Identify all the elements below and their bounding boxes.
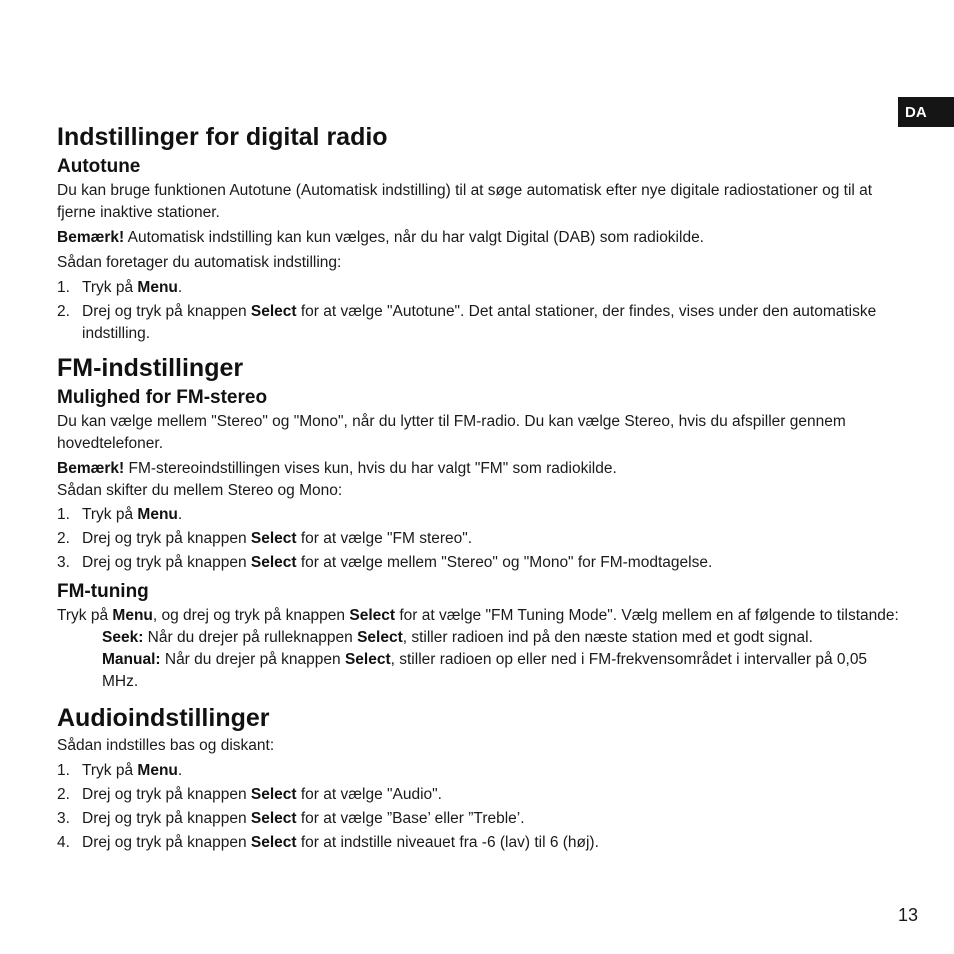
step-text: for at vælge ”Base’ eller ”Treble’. [296,810,525,827]
step-text: for at indstille niveauet fra -6 (lav) til 6 (høj). [296,834,599,851]
list-item [57,832,902,854]
step-number: 1. [57,279,70,296]
step-text: Drej og tryk på knappen [82,834,251,851]
list-item [57,552,902,574]
step-text: Drej og tryk på knappen [82,303,251,320]
step-text: Tryk på [82,279,138,296]
note-label: Bemærk! [57,229,125,246]
text: Når du drejer på rulleknappen [143,629,358,646]
step-text: for at vælge "Audio". [296,786,442,803]
fm-stereo-intro: Sådan skifter du mellem Stereo og Mono: [57,482,343,499]
page-number: 13 [898,905,919,925]
note-label: Bemærk! [57,460,125,477]
keyword: Select [344,651,391,668]
autotune-intro: Sådan foretager du automatisk indstilling: [57,254,342,271]
keyword: Select [349,607,396,624]
audio-intro: Sådan indstilles bas og diskant: [57,737,275,754]
fm-stereo-description: Du kan vælge mellem "Stereo" og "Mono", når du lytter til FM-radio. Du kan vælge Stereo, hvis du afspiller gennem hovedtelefoner. [57,413,846,452]
step-number: 1. [57,762,70,779]
section-title-fm: FM-indstillinger [57,354,244,382]
step-text: for at vælge mellem "Stereo" og "Mono" for FM-modtagelse. [296,554,713,571]
text: for at vælge "FM Tuning Mode". Vælg mellem en af følgende to tilstande: [395,607,899,624]
step-text: for at vælge "Autotune". Det antal stationer, der findes, vises under den automatiske indstilling. [82,303,877,342]
language-tab [898,97,954,127]
step-text: Drej og tryk på knappen [82,786,251,803]
step-number: 2. [57,530,70,547]
step-keyword: Menu [137,762,178,779]
autotune-description: Du kan bruge funktionen Autotune (Automatisk indstilling) til at søge automatisk efter nye digitale radiostationer og til at fjerne inaktive stationer. [57,182,873,221]
step-keyword: Select [250,834,297,851]
section-title-audio: Audioindstillinger [57,704,270,732]
step-number: 2. [57,303,70,320]
subsection-title-fm-tuning: FM-tuning [57,581,149,602]
note-text: FM-stereoindstillingen vises kun, hvis du har valgt "FM" som radiokilde. [124,460,617,477]
step-text: . [177,279,183,296]
fm-tuning-manual [57,649,902,693]
step-text: . [177,762,183,779]
step-text: Drej og tryk på knappen [82,554,251,571]
step-number: 3. [57,810,70,827]
step-keyword: Menu [137,506,178,523]
text: , stiller radioen ind på den næste station med et godt signal. [402,629,813,646]
fm-tuning-description [57,605,902,627]
list-item [57,784,902,806]
step-text: Drej og tryk på knappen [82,530,251,547]
list-item [57,528,902,550]
list-item [57,301,902,345]
step-keyword: Select [250,530,297,547]
step-keyword: Select [250,810,297,827]
text: Når du drejer på knappen [160,651,345,668]
fm-stereo-note [57,458,902,480]
autotune-steps [57,277,902,345]
list-item [57,277,902,299]
subsection-title-autotune: Autotune [57,156,141,177]
step-keyword: Select [250,303,297,320]
step-text: Drej og tryk på knappen [82,810,251,827]
fm-tuning-seek [57,627,902,649]
language-tab-label: DA [905,103,927,121]
step-number: 1. [57,506,70,523]
step-keyword: Select [250,786,297,803]
list-item [57,504,902,526]
subsection-title-fm-stereo: Mulighed for FM-stereo [57,387,268,408]
step-number: 2. [57,786,70,803]
text: , og drej og tryk på knappen [152,607,350,624]
step-text: for at vælge "FM stereo". [296,530,473,547]
mode-label-manual: Manual: [102,651,161,668]
page-content [57,118,902,854]
step-number: 3. [57,554,70,571]
step-keyword: Menu [137,279,178,296]
autotune-note [57,227,902,249]
keyword: Select [357,629,403,646]
text: Tryk på [57,607,113,624]
audio-steps [57,760,902,854]
step-number: 4. [57,834,70,851]
text: , stiller radioen op eller ned i FM-frekvensområdet i intervaller på 0,05 MHz. [102,651,868,690]
step-text: . [177,506,183,523]
note-text: Automatisk indstilling kan kun vælges, når du har valgt Digital (DAB) som radiokilde. [124,229,704,246]
list-item [57,760,902,782]
step-keyword: Select [250,554,297,571]
fm-stereo-steps [57,504,902,574]
step-text: Tryk på [82,506,138,523]
section-title-digital-radio: Indstillinger for digital radio [57,123,388,151]
list-item [57,808,902,830]
keyword: Menu [112,607,153,624]
mode-label-seek: Seek: [102,629,144,646]
step-text: Tryk på [82,762,138,779]
